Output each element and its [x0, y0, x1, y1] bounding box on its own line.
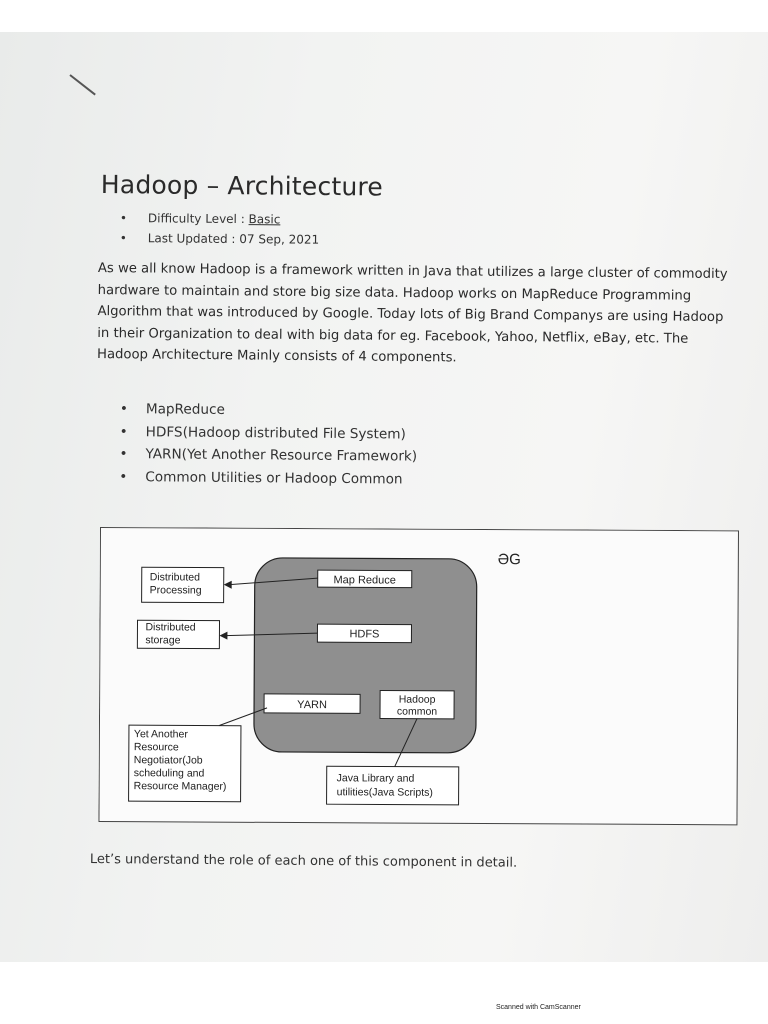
component-item: • HDFS(Hadoop distributed File System)	[120, 421, 418, 446]
last-updated: • Last Updated : 07 Sep, 2021	[120, 228, 320, 250]
gfg-logo: ƏG	[497, 551, 521, 569]
component-item: • MapReduce	[120, 398, 418, 423]
scanner-watermark: Scanned with CamScanner	[496, 1004, 581, 1011]
article-meta	[120, 208, 320, 250]
difficulty-level	[120, 208, 320, 230]
hadoop-common-label: common	[396, 705, 438, 718]
hdfs-label: HDFS	[349, 628, 380, 641]
page-title: Hadoop – Architecture	[100, 170, 384, 202]
distributed-storage-label: Distributed	[145, 621, 196, 634]
yarn-label: YARN	[297, 699, 327, 712]
yarn-description-line: scheduling and	[133, 767, 205, 780]
distributed-processing-label: Distributed	[149, 571, 200, 584]
map-reduce-label: Map Reduce	[333, 574, 396, 587]
distributed-storage-label: storage	[145, 634, 181, 647]
closing-sentence: Let’s understand the role of each one of this component in detail.	[89, 852, 518, 871]
diagram-svg	[98, 527, 740, 826]
yarn-description-line: Resource Manager)	[133, 780, 227, 793]
component-item: • Common Utilities or Hadoop Common	[119, 466, 417, 491]
architecture-diagram	[98, 527, 740, 826]
java-library-label: utilities(Java Scripts)	[336, 786, 433, 799]
intro-paragraph: As we all know Hadoop is a framework written in Java that utilizes a large cluster of commodity hardware to maintain and store big size data. Hadoop works on MapReduce Programming Algorithm that was introduced by Google. Today lots of Big Brand Companys are using Hadoop in their Organization to deal with big data for eg. Facebook, Yahoo, Netflix, eBay, etc. The Hadoop Architecture Mainly consists of 4 components.	[96, 260, 728, 366]
yarn-description-line: Resource	[133, 741, 179, 754]
hadoop-common-label: Hadoop	[398, 693, 436, 706]
distributed-processing-label: Processing	[149, 584, 202, 597]
java-library-label: Java Library and	[336, 772, 415, 785]
component-item: • YARN(Yet Another Resource Framework)	[119, 443, 417, 468]
yarn-description-line: Negotiator(Job	[133, 754, 203, 767]
yarn-description-line: Yet Another	[133, 728, 188, 741]
components-list	[119, 398, 417, 491]
difficulty-label: Difficulty Level :	[147, 211, 249, 227]
difficulty-value-link[interactable]: Basic	[248, 212, 281, 227]
